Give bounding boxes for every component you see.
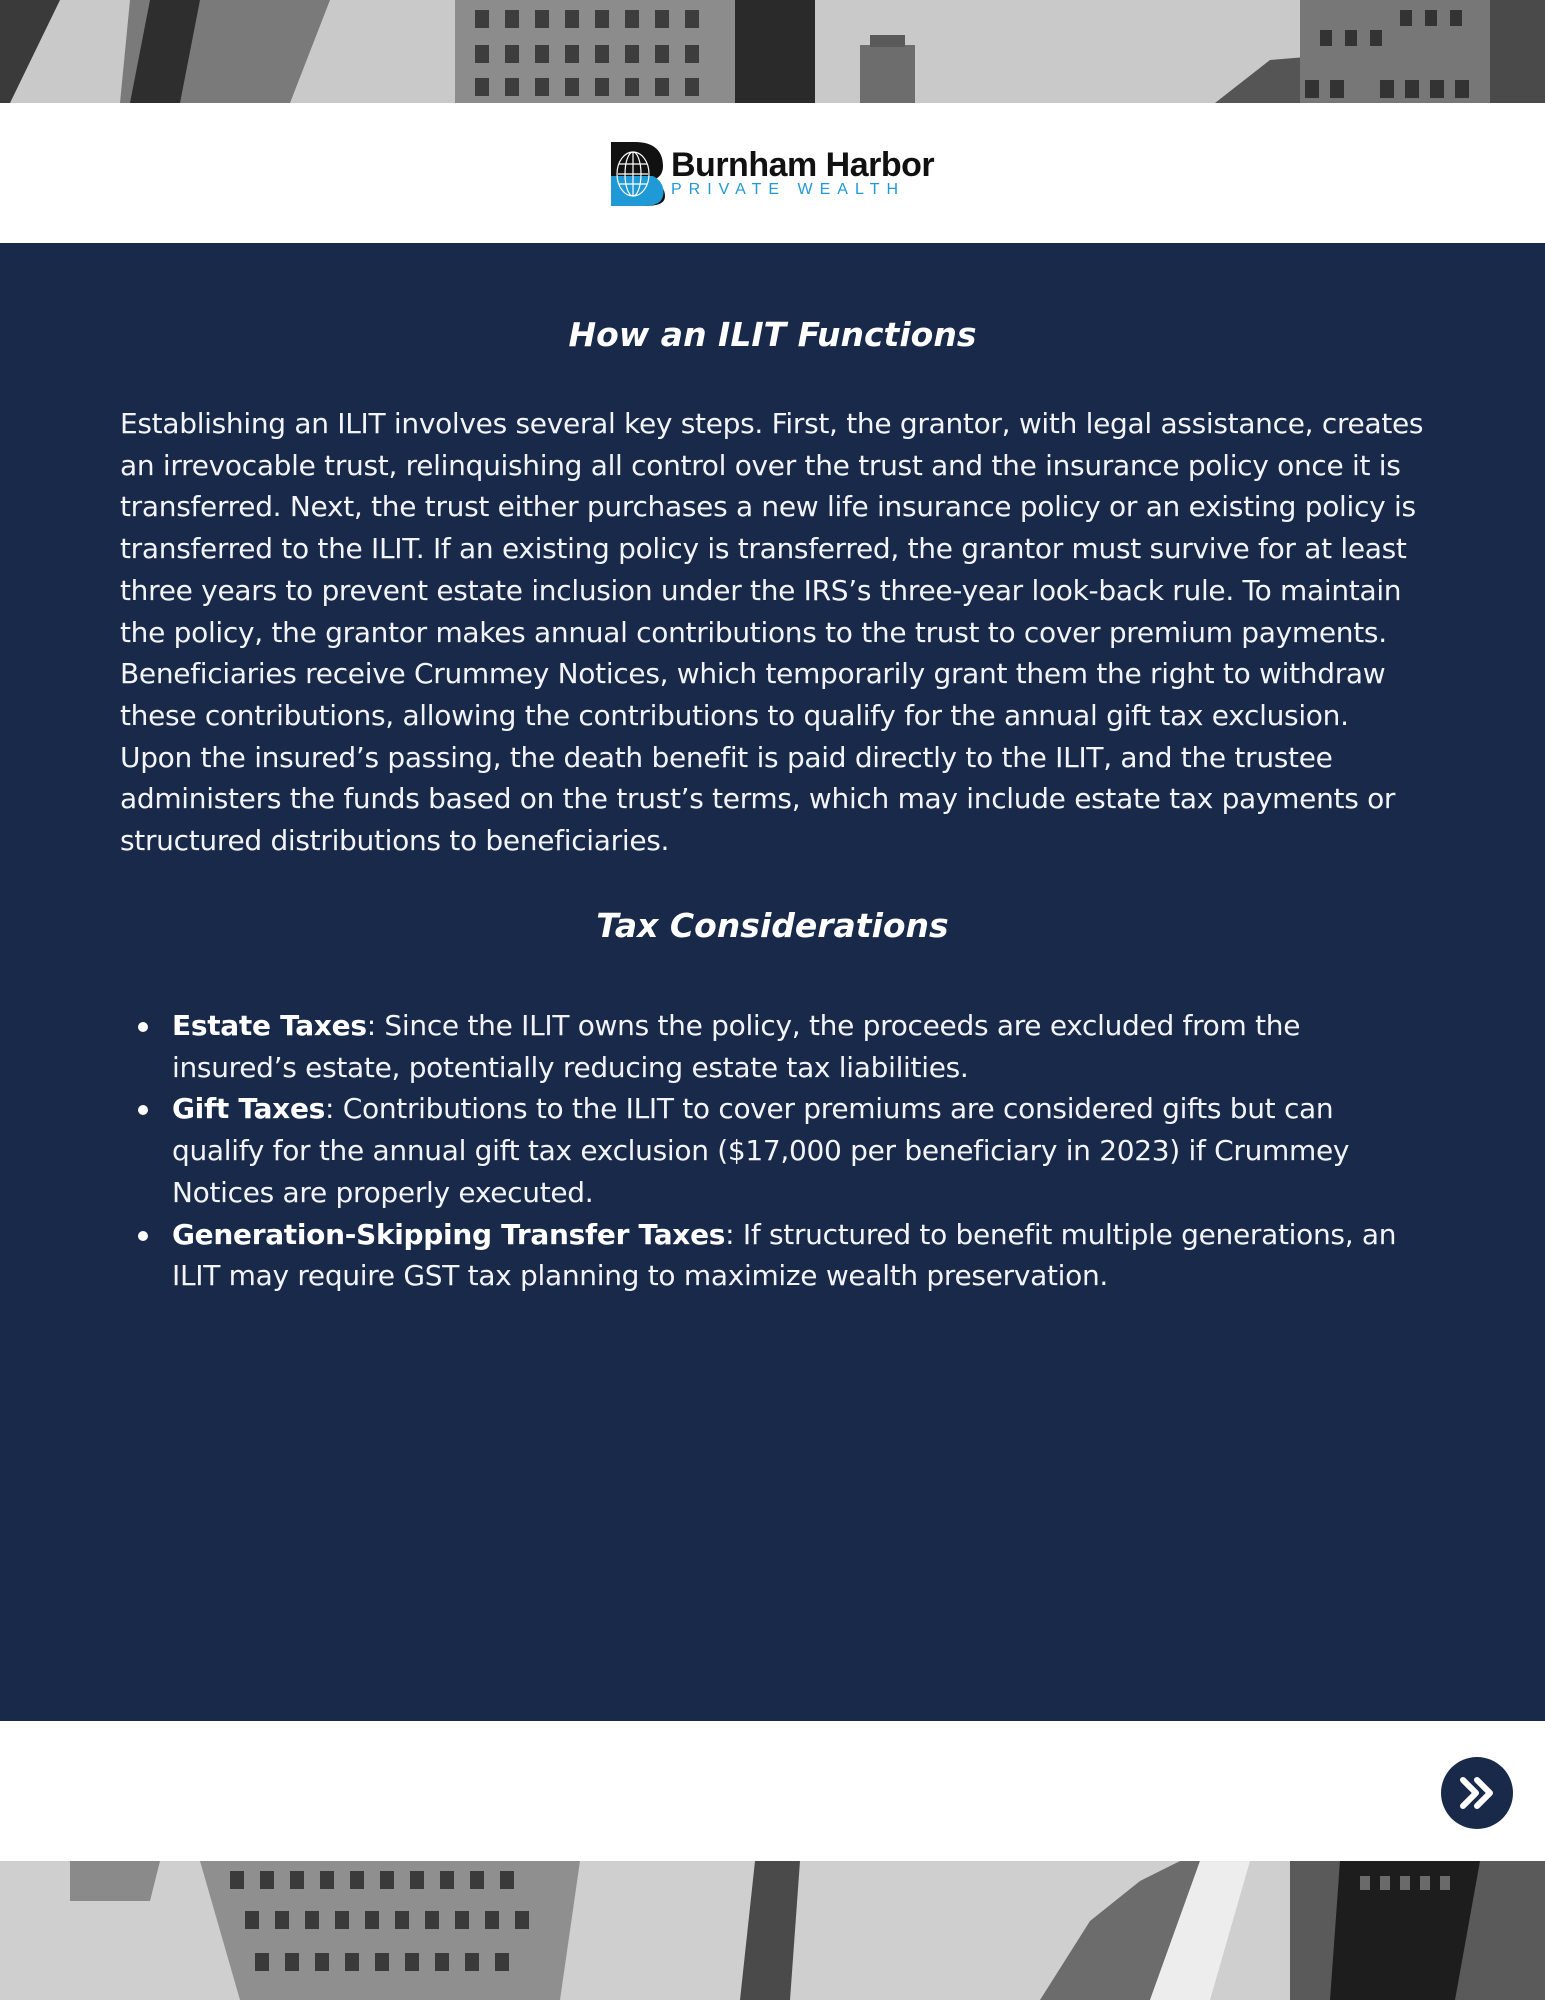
list-item-term: Estate Taxes xyxy=(172,1009,367,1042)
tax-considerations-list xyxy=(172,1005,1422,1297)
list-item-text: : Contributions to the ILIT to cover premiums are considered gifts but can qualify for the annual gift tax exclusion ($17,000 per beneficiary in 2023) if Crummey Notices are properly executed. xyxy=(172,1092,1350,1209)
bottom-building-banner xyxy=(0,1861,1545,2000)
building-photo-top xyxy=(0,0,1545,103)
building-photo-bottom xyxy=(0,1861,1545,2000)
next-page-button[interactable] xyxy=(1441,1757,1513,1829)
list-item-term: Generation-Skipping Transfer Taxes xyxy=(172,1217,726,1251)
brand-tagline: PRIVATE WEALTH xyxy=(671,181,906,198)
building-globe-logo-icon xyxy=(609,140,665,206)
list-item-text: : If structured to benefit multiple generations, an ILIT may require GST tax planning to maximize wealth preservation. xyxy=(172,1217,1397,1293)
section-heading-ilit-functions: How an ILIT Functions xyxy=(568,315,977,354)
bullet-icon xyxy=(138,1231,148,1241)
list-item-term: Gift Taxes xyxy=(172,1092,325,1126)
ilit-functions-paragraph: Establishing an ILIT involves several key steps. First, the grantor, with legal assistance, creates an irrevocable trust, relinquishing all control over the trust and the insurance policy once it is transferred. Next, the trust either purchases a new life insurance policy or an existing policy is transferred to the ILIT. If an existing policy is transferred, the grantor must survive for at least three years to prevent estate inclusion under the IRS’s three-year look-back rule. To maintain the policy, the grantor makes annual contributions to the trust to cover premium payments. Beneficiaries receive Crummey Notices, which temporarily grant them the right to withdraw these contributions, allowing the contributions to qualify for the annual gift tax exclusion. Upon the insured’s passing, the death benefit is paid directly to the ILIT, and the trustee administers the funds based on the trust’s terms, which may include estate tax payments or structured distributions to beneficiaries. xyxy=(120,407,1424,858)
list-item-text: : Since the ILIT owns the policy, the proceeds are excluded from the insured’s estate, potentially reducing estate tax liabilities. xyxy=(172,1009,1301,1084)
double-chevron-right-icon xyxy=(1457,1773,1497,1813)
bullet-icon xyxy=(138,1022,148,1032)
top-building-banner xyxy=(0,0,1545,103)
content-panel xyxy=(0,243,1545,1721)
section-heading-tax-considerations: Tax Considerations xyxy=(596,906,949,945)
list-item xyxy=(172,1088,1422,1213)
brand-name: Burnham Harbor xyxy=(671,146,935,184)
bullet-icon xyxy=(138,1105,148,1115)
list-item xyxy=(172,1005,1422,1088)
brand-logo xyxy=(609,140,939,206)
list-item xyxy=(172,1214,1422,1297)
